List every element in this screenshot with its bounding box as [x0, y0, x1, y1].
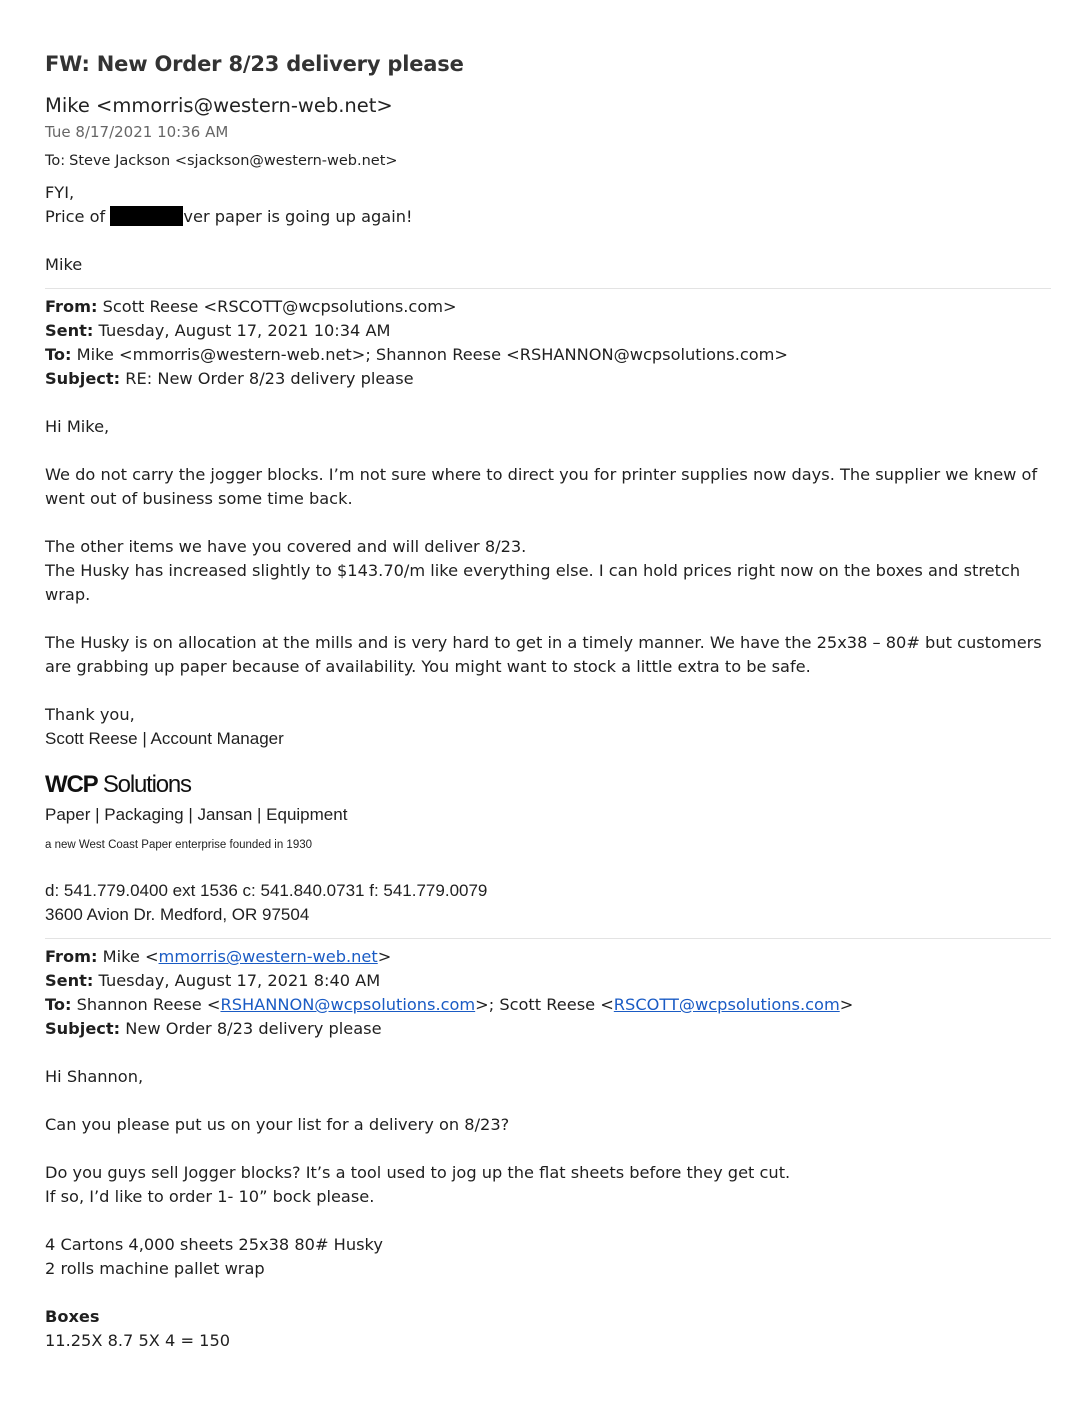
reply-sent — [45, 319, 1051, 343]
body-text-fragment: ver paper is going up again! — [183, 207, 413, 226]
forward-body — [45, 181, 1051, 277]
to-suffix: > — [839, 995, 854, 1014]
order-item: 2 rolls machine pallet wrap — [45, 1259, 265, 1278]
to-value: Mike <mmorris@western-web.net>; Shannon Reese <RSHANNON@wcpsolutions.com> — [71, 345, 788, 364]
paragraph: We do not carry the jogger blocks. I’m not sure where to direct you for printer supplies now days. The supplier we knew of went out of business some time back. — [45, 465, 1038, 508]
logo-wordmark-bold: WCP — [45, 771, 98, 798]
subject-value: RE: New Order 8/23 delivery please — [120, 369, 414, 388]
company-logo — [45, 773, 1051, 797]
to-value: Shannon Reese < — [71, 995, 221, 1014]
message-divider — [45, 938, 1051, 939]
contact-block — [45, 879, 1051, 927]
email-date: Tue 8/17/2021 10:36 AM — [45, 123, 229, 141]
sender-email-link[interactable]: mmorris@western-web.net — [158, 947, 378, 966]
original-sent — [45, 969, 1051, 993]
signature-name: Scott Reese — [45, 729, 138, 748]
signoff: Mike — [45, 255, 83, 274]
greeting: Hi Mike, — [45, 417, 110, 436]
original-message — [45, 945, 1051, 1353]
to-label: To: — [45, 153, 66, 169]
order-item: 4 Cartons 4,000 sheets 25x38 80# Husky — [45, 1235, 383, 1254]
paragraph: If so, I’d like to order 1- 10” bock please. — [45, 1187, 375, 1206]
to-separator: >; Scott Reese < — [475, 995, 614, 1014]
message-divider — [45, 288, 1051, 289]
from-value: Scott Reese <RSCOTT@wcpsolutions.com> — [97, 297, 457, 316]
sent-value: Tuesday, August 17, 2021 8:40 AM — [93, 971, 381, 990]
recipient-email-link[interactable]: RSHANNON@wcpsolutions.com — [220, 995, 476, 1014]
original-subject — [45, 1017, 1051, 1041]
email-recipients — [45, 153, 1051, 169]
paragraph: The Husky has increased slightly to $143.70/m like everything else. I can hold prices right now on the boxes and stretch wrap. — [45, 561, 1021, 604]
from-label: From: — [45, 297, 98, 316]
paragraph: The other items we have you covered and will deliver 8/23. — [45, 537, 527, 556]
subject-value: New Order 8/23 delivery please — [120, 1019, 382, 1038]
email-subject: FW: New Order 8/23 delivery please — [45, 52, 464, 76]
paragraph: The Husky is on allocation at the mills and is very hard to get in a timely manner. We have the 25x38 – 80# but customers are grabbing up paper because of availability. You might want to stock a little extra to be safe. — [45, 633, 1042, 676]
to-value[interactable]: Steve Jackson <sjackson@western-web.net> — [69, 153, 398, 169]
original-from — [45, 945, 1051, 969]
phone-numbers: d: 541.779.0400 ext 1536 c: 541.840.0731 f: 541.779.0079 — [45, 881, 488, 900]
paragraph: Do you guys sell Jogger blocks? It’s a tool used to jog up the flat sheets before they get cut. — [45, 1163, 791, 1182]
boxes-heading-text: Boxes — [45, 1307, 100, 1326]
reply-to — [45, 343, 1051, 367]
company-tagline: Paper | Packaging | Jansan | Equipment — [45, 805, 348, 824]
reply-subject — [45, 367, 1051, 391]
recipient-email-link[interactable]: RSCOTT@wcpsolutions.com — [613, 995, 840, 1014]
signature-title: | Account Manager — [137, 729, 284, 748]
greeting: Hi Shannon, — [45, 1067, 144, 1086]
from-suffix: > — [377, 947, 392, 966]
reply-from — [45, 295, 1051, 319]
sent-label: Sent: — [45, 321, 94, 340]
email-document — [45, 52, 1051, 1353]
from-label: From: — [45, 947, 98, 966]
redaction-block — [110, 206, 183, 226]
boxes-line: 11.25X 8.7 5X 4 = 150 — [45, 1331, 231, 1350]
signature-line — [45, 727, 1051, 751]
from-value: Mike < — [97, 947, 159, 966]
paragraph: Can you please put us on your list for a delivery on 8/23? — [45, 1115, 510, 1134]
address: 3600 Avion Dr. Medford, OR 97504 — [45, 905, 310, 924]
sent-label: Sent: — [45, 971, 94, 990]
body-text-fragment: Price of — [45, 207, 106, 226]
logo-wordmark: Solutions — [97, 771, 191, 798]
body-line — [45, 205, 1051, 229]
original-to — [45, 993, 1051, 1017]
reply-message — [45, 295, 1051, 927]
subject-label: Subject: — [45, 369, 121, 388]
to-label: To: — [45, 995, 72, 1014]
boxes-heading — [45, 1305, 1051, 1329]
subject-label: Subject: — [45, 1019, 121, 1038]
body-line: FYI, — [45, 183, 75, 202]
company-enterprise-note: a new West Coast Paper enterprise founded in 1930 — [45, 839, 313, 851]
email-sender[interactable]: Mike <mmorris@western-web.net> — [45, 94, 393, 117]
to-label: To: — [45, 345, 72, 364]
sent-value: Tuesday, August 17, 2021 10:34 AM — [93, 321, 391, 340]
thanks: Thank you, — [45, 705, 135, 724]
